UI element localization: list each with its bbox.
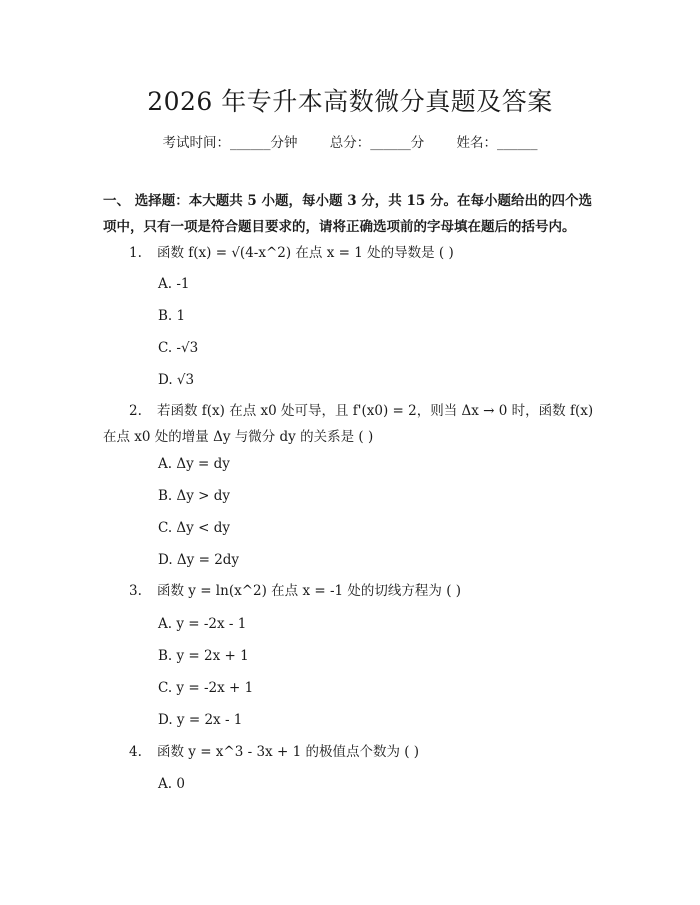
question-text: 函数 y = ln(x^2) 在点 x = -1 处的切线方程为 ( ) bbox=[157, 583, 462, 599]
option-d: D. Δy = 2dy bbox=[158, 552, 240, 568]
question-number: 3. bbox=[129, 583, 142, 599]
question-text: 函数 y = x^3 - 3x + 1 的极值点个数为 ( ) bbox=[157, 744, 420, 760]
question-number: 4. bbox=[129, 744, 142, 760]
page-title: 2026 年专升本高数微分真题及答案 bbox=[147, 87, 553, 116]
question-number: 2. bbox=[129, 403, 142, 419]
option-b: B. y = 2x + 1 bbox=[158, 648, 249, 664]
option-a: A. Δy = dy bbox=[158, 456, 230, 472]
question-1 bbox=[103, 240, 603, 266]
exam-meta bbox=[0, 131, 700, 151]
option-a: A. y = -2x - 1 bbox=[158, 616, 247, 632]
question-text: 若函数 f(x) 在点 x0 处可导，且 f'(x0) = 2，则当 Δx → 0 时，函数 f(x) 在点 x0 处的增量 Δy 与微分 dy 的关系是 ( ) bbox=[103, 403, 594, 445]
option-c: C. -√3 bbox=[158, 340, 199, 356]
question-number: 1. bbox=[129, 245, 142, 261]
option-a: A. -1 bbox=[158, 276, 190, 292]
question-3 bbox=[103, 578, 603, 604]
option-d: D. √3 bbox=[158, 372, 195, 388]
option-d: D. y = 2x - 1 bbox=[158, 712, 243, 728]
exam-time: 考试时间：______分钟 bbox=[162, 135, 298, 151]
option-c: C. Δy < dy bbox=[158, 520, 230, 536]
question-4 bbox=[103, 739, 603, 765]
question-text: 函数 f(x) = √(4-x^2) 在点 x = 1 处的导数是 ( ) bbox=[157, 245, 454, 261]
section-heading: 一、 选择题：本大题共 5 小题，每小题 3 分，共 15 分。在每小题给出的四个选项中，只有一项是符合题目要求的，请将正确选项前的字母填在题后的括号内。 bbox=[103, 193, 592, 235]
question-2 bbox=[103, 398, 603, 450]
student-name: 姓名：______ bbox=[456, 135, 538, 151]
exam-score: 总分：______分 bbox=[329, 135, 425, 151]
option-b: B. Δy > dy bbox=[158, 488, 231, 504]
option-b: B. 1 bbox=[158, 308, 186, 324]
option-c: C. y = -2x + 1 bbox=[158, 680, 254, 696]
option-a: A. 0 bbox=[158, 776, 185, 792]
